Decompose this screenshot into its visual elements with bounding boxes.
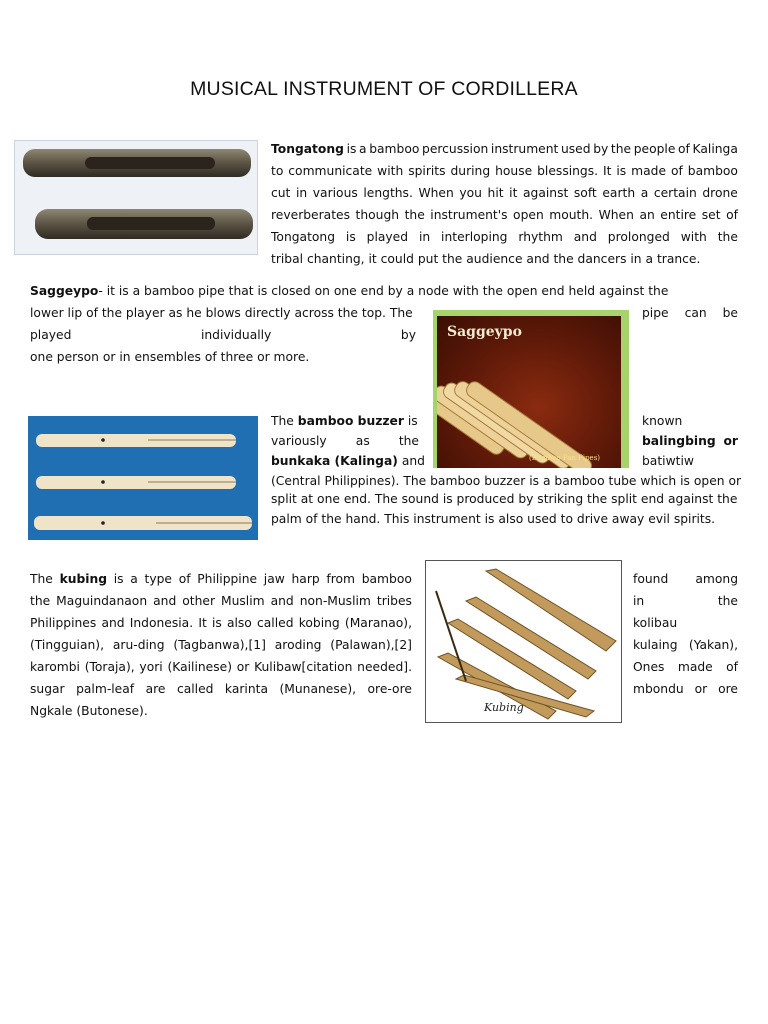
text-line: Tongatong is played in interloping rhythm and prolonged with the	[271, 230, 738, 244]
saggeypo-image-title: Saggeypo	[447, 324, 522, 340]
buzzer-line-3-right: batiwtiw	[642, 454, 694, 468]
text-line: karombi (Toraja), yori (Kailinese) or Kulibaw[citation needed].	[30, 660, 412, 674]
bamboo-buzzer-image	[28, 416, 258, 540]
text-line: tribal chanting, it could put the audience and the dancers in a trance.	[271, 252, 701, 266]
text-line: Ones made of	[633, 660, 738, 674]
saggeypo-line-4: one person or in ensembles of three or more.	[30, 350, 310, 364]
saggeypo-image-caption: (Bamboo Pan Pipes)	[529, 454, 601, 462]
text-line: Ngkale (Butonese).	[30, 704, 148, 718]
buzzer-line-2-right: balingbing or	[642, 434, 738, 448]
text-line: Philippines and Indonesia. It is also called kobing (Maranao),	[30, 616, 412, 630]
text-line: found among	[633, 572, 738, 586]
buzzer-line-5: split at one end. The sound is produced by striking the split end against the	[271, 492, 738, 506]
buzzer-line-1-left: The bamboo buzzer is	[271, 414, 418, 428]
tongatong-image	[14, 140, 258, 255]
text-line: to communicate with spirits during house blessings. It is made of bamboo	[271, 164, 738, 178]
text-line: sugar palm-leaf are called karinta (Munanese), ore-ore	[30, 682, 412, 696]
saggeypo-line-2-right: pipe can be	[642, 306, 738, 320]
text-line: The kubing is a type of Philippine jaw harp from bamboo	[30, 572, 412, 586]
saggeypo-line-1: Saggeypo- it is a bamboo pipe that is closed on one end by a node with the open end held against the	[30, 284, 669, 298]
buzzer-line-4: (Central Philippines). The bamboo buzzer is a bamboo tube which is open or	[271, 474, 742, 488]
text-line: kulaing (Yakan),	[633, 638, 738, 652]
saggeypo-line-3: played individually by	[30, 328, 416, 342]
text-line: the Maguindanaon and other Muslim and non-Muslim tribes	[30, 594, 412, 608]
buzzer-line-1-right: known	[642, 414, 683, 428]
kubing-image-caption: Kubing	[484, 701, 524, 714]
saggeypo-image	[433, 310, 629, 468]
text-line: in the	[633, 594, 738, 608]
kubing-image	[425, 560, 622, 723]
page-title: MUSICAL INSTRUMENT OF CORDILLERA	[190, 78, 578, 100]
saggeypo-line-2-left: lower lip of the player as he blows directly across the top. The	[30, 306, 413, 320]
text-line: mbondu or ore	[633, 682, 738, 696]
buzzer-line-2-left: variously as the	[271, 434, 419, 448]
text-line: Tongatong is a bamboo percussion instrument used by the people of Kalinga	[271, 142, 738, 156]
buzzer-line-3-left: bunkaka (Kalinga) and	[271, 454, 425, 468]
text-line: (Tingguian), aru-ding (Tagbanwa),[1] aroding (Palawan),[2]	[30, 638, 412, 652]
text-line: reverberates though the instrument's open mouth. When an entire set of	[271, 208, 738, 222]
text-line: cut in various lengths. When you hit it against soft earth a certain drone	[271, 186, 738, 200]
text-line: kolibau	[633, 616, 678, 630]
buzzer-line-6: palm of the hand. This instrument is also used to drive away evil spirits.	[271, 512, 716, 526]
